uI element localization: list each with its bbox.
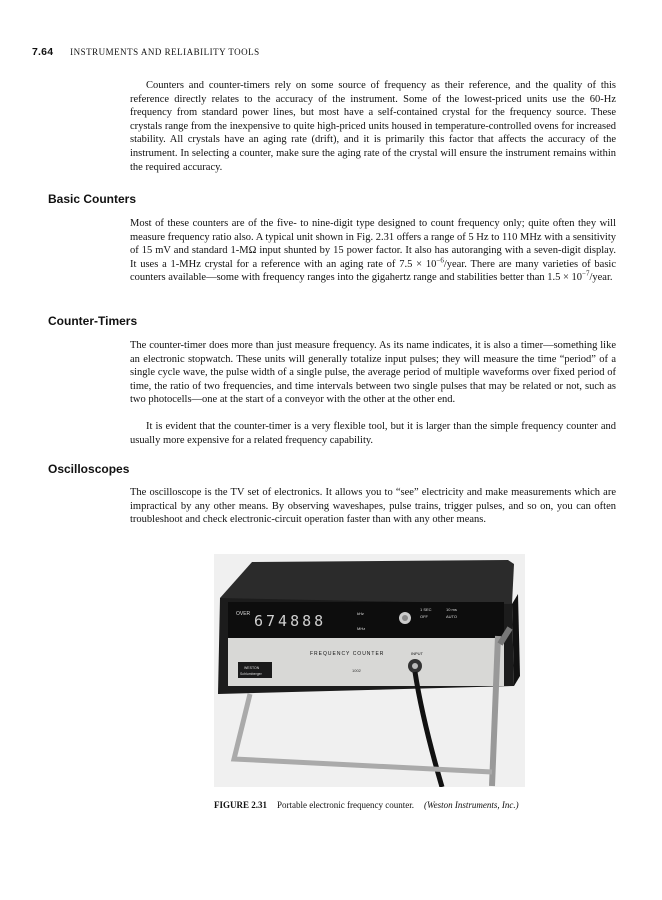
running-title: INSTRUMENTS AND RELIABILITY TOOLS <box>70 47 260 57</box>
basic-text-b: /year. There are many varieties of basic counters available—some with frequency ranges into the gigahertz range and stabilities better than 1.5 × 10 <box>130 258 616 284</box>
brand-line-1: WESTON <box>244 666 260 670</box>
basic-counters-paragraph <box>130 217 616 285</box>
figure-label: FIGURE 2.31 <box>214 800 268 810</box>
figure-caption-text: Portable electronic frequency counter. <box>277 800 414 810</box>
figure-credit: (Weston Instruments, Inc.) <box>423 800 519 810</box>
basic-text-c: /year. <box>589 272 613 284</box>
heading-counter-timers: Counter-Timers <box>48 314 138 328</box>
heading-oscilloscopes: Oscilloscopes <box>48 462 130 476</box>
basic-exp-a: −6 <box>436 256 444 265</box>
switch-off: OFF <box>420 614 428 619</box>
unit-khz: kHz <box>357 611 364 616</box>
switch-auto: AUTO <box>446 614 458 619</box>
intro-paragraph: Counters and counter-timers rely on some source of frequency as their reference, and the quality of this reference directly relates to the accuracy of the instrument. Some of the lowest-priced units use the 60-Hz frequency from standard power lines, but most have a self-contained crystal for the frequency source. These crystals range from the inexpensive to quite high-priced units housed in temperature-controlled ovens for increased stability. All crystals have an aging rate (drift), and it is primarily this factor that affects the accuracy of the instrument. In selecting a counter, make sure the aging rate of the crystal will ensure the instrument remains within the required accuracy. <box>130 80 616 173</box>
figure-caption <box>214 800 554 810</box>
frequency-counter-photo <box>214 554 525 787</box>
page-number: 7.64 <box>32 46 54 58</box>
led-display: 674888 <box>254 612 327 630</box>
unit-mhz: MHz <box>357 626 366 631</box>
oscilloscopes-paragraph: The oscilloscope is the TV set of electronics. It allows you to “see” electricity and make measurements which are impractical by any other means. By observing waveshapes, pulse trains, trigger pulses, and so on, you can often troubleshoot and check electronic-circuit operation faster than with any other means. <box>130 487 616 526</box>
basic-text-a: Most of these counters are of the five- to nine-digit type designed to count frequency only; quite often they will measure frequency ratio also. A typical unit shown in Fig. 2.31 offers a range of 5 Hz to 110 MHz with a sensitivity of 15 mV and standard 1-MΩ input shunted by 15 power factor. It also has autoranging with a seven-digit display. It uses a 1-MHz crystal for a reference with an aging rate of 7.5 × 10 <box>130 218 616 270</box>
model-number: 1002 <box>352 668 361 673</box>
heading-basic-counters: Basic Counters <box>48 192 137 206</box>
brand-line-2: Schlumberger <box>240 672 262 676</box>
input-label: INPUT <box>411 651 423 656</box>
counter-timers-paragraph-2: It is evident that the counter-timer is a very flexible tool, but it is larger than the simple frequency counter and usually more expensive for a related frequency capability. <box>130 421 616 446</box>
running-header <box>32 46 260 58</box>
overflow-label: OVER <box>236 611 251 617</box>
panel-title: FREQUENCY COUNTER <box>310 651 385 657</box>
switch-1sec: 1 SEC <box>420 607 432 612</box>
counter-timers-paragraph-1: The counter-timer does more than just measure frequency. As its name indicates, it is also a timer—something like an electronic stopwatch. These units will generally totalize input pulses; they will measure the time “period” of a single cycle wave, the pulse width of a single pulse, the average period of multiple waveforms over fixed period of time, the ratio of two frequencies, and time intervals between two single pulses that may be related or not, such as two photocells—one at the start of a conveyor with the other at the other end. <box>130 340 616 406</box>
switch-10ms: 10 ms <box>446 607 457 612</box>
figure-photo <box>214 554 525 787</box>
basic-exp-b: −7 <box>582 269 590 278</box>
